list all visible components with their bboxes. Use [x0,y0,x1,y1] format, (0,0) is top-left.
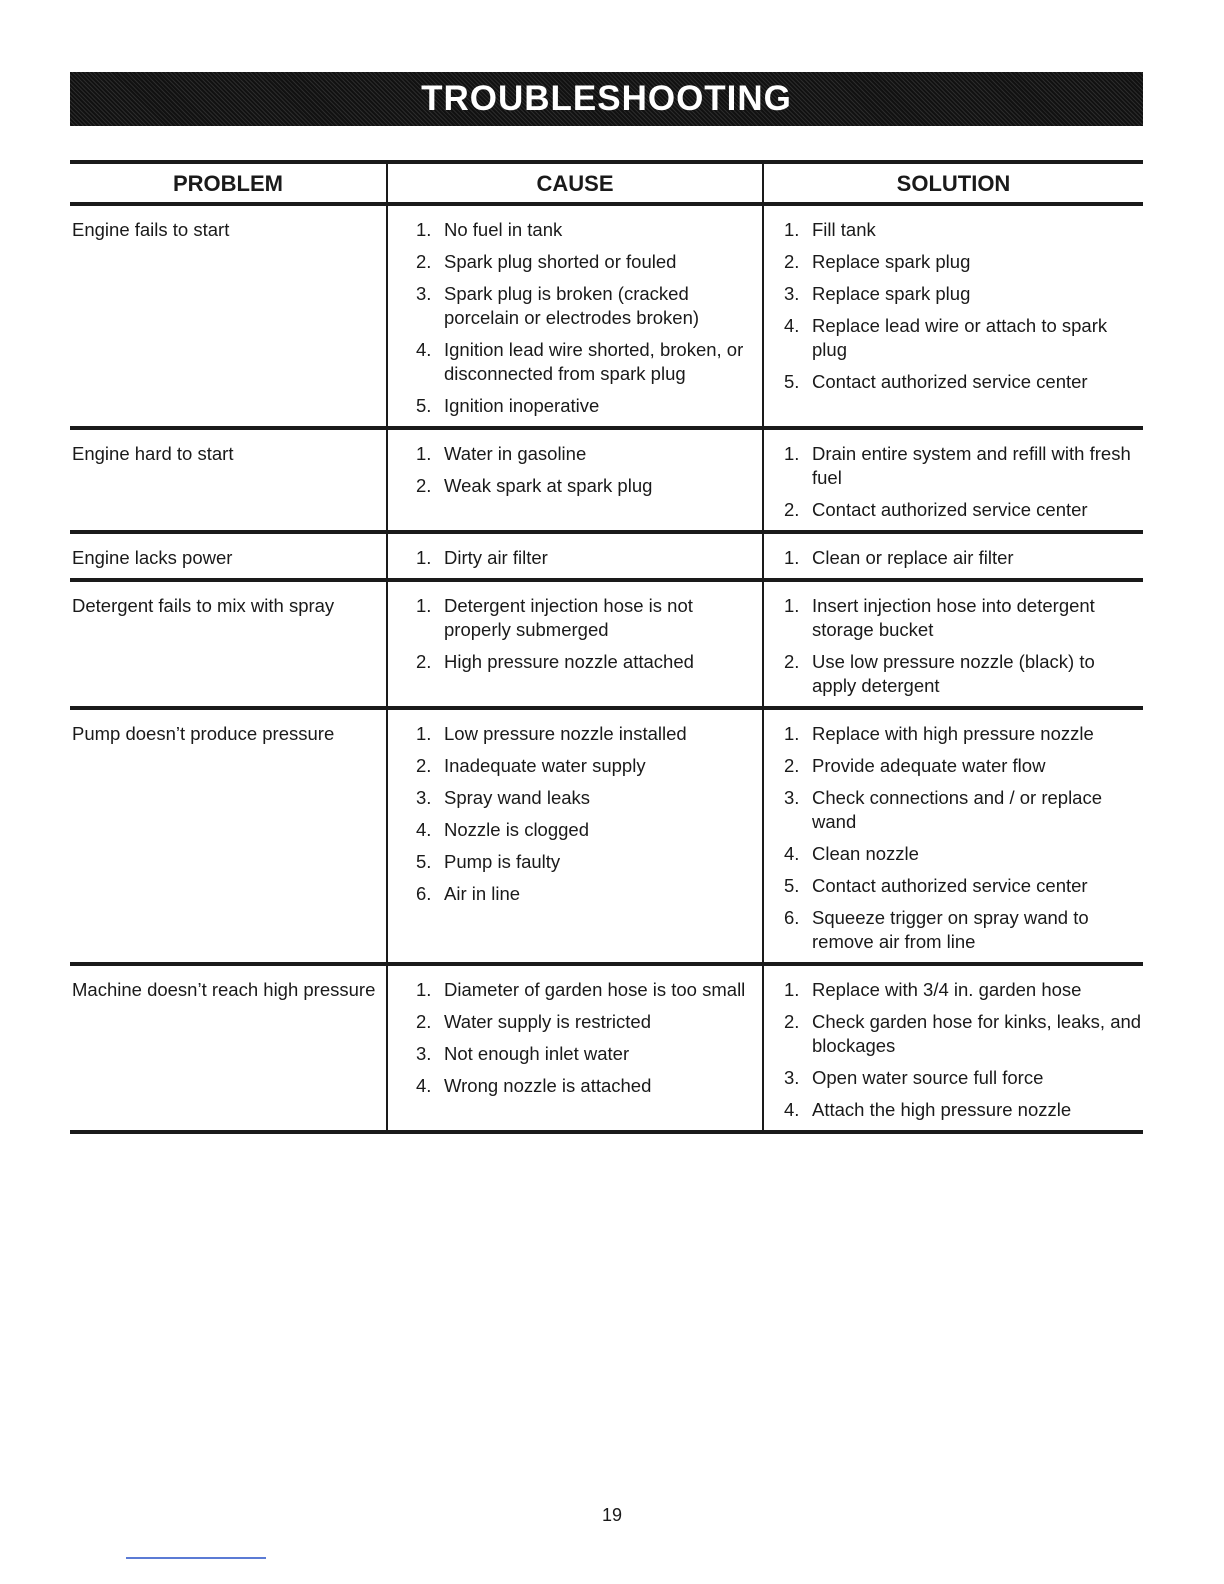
problem-text: Detergent fails to mix with spray [72,595,335,616]
solution-item [784,546,1143,570]
solution-item-text: Attach the high pressure nozzle [812,1099,1072,1120]
cause-item [416,650,762,674]
troubleshooting-banner [70,72,1143,126]
cause-item [416,978,762,1002]
solution-item-number: 2. [784,499,800,520]
problem-text: Pump doesn’t produce pressure [72,723,335,744]
cause-item-text: Ignition lead wire shorted, broken, or disconnected from spark plug [444,339,744,384]
solution-item [784,874,1143,898]
solution-item-number: 3. [784,1067,800,1088]
cause-item-number: 3. [416,283,432,304]
cause-item-text: Not enough inlet water [444,1043,630,1064]
solution-item-number: 1. [784,219,800,240]
solution-item-text: Replace spark plug [812,251,971,272]
solution-item [784,594,1143,642]
solution-item-text: Contact authorized service center [812,371,1088,392]
cause-item-number: 4. [416,819,432,840]
solution-cell [762,710,1143,962]
solution-cell [762,206,1143,426]
solution-item-number: 4. [784,843,800,864]
cause-item-text: Nozzle is clogged [444,819,589,840]
solution-item-text: Squeeze trigger on spray wand to remove air from line [812,907,1089,952]
cause-item [416,474,762,498]
cause-cell [386,430,762,530]
solution-item [784,754,1143,778]
cause-item-text: Diameter of garden hose is too small [444,979,746,1000]
solution-item-number: 5. [784,875,800,896]
solution-item-number: 1. [784,595,800,616]
table-row [70,206,1143,426]
cause-cell [386,966,762,1130]
cause-cell [386,206,762,426]
problem-text: Engine fails to start [72,219,230,240]
cause-item-number: 3. [416,1043,432,1064]
cause-item-number: 1. [416,979,432,1000]
cause-item-number: 5. [416,851,432,872]
solution-item-number: 1. [784,723,800,744]
table-row [70,582,1143,706]
solution-item [784,442,1143,490]
cause-item [416,282,762,330]
cause-item-text: Spark plug is broken (cracked porcelain or electrodes broken) [444,283,700,328]
cause-cell [386,710,762,962]
cause-item-text: Dirty air filter [444,547,548,568]
solution-item-text: Replace lead wire or attach to spark plug [812,315,1108,360]
cause-item [416,754,762,778]
solution-item [784,218,1143,242]
troubleshooting-table [70,160,1143,1134]
cause-item-text: Wrong nozzle is attached [444,1075,652,1096]
cause-item [416,818,762,842]
solution-item-text: Check connections and / or replace wand [812,787,1103,832]
header-solution: SOLUTION [762,164,1143,202]
cause-item-text: Weak spark at spark plug [444,475,653,496]
table-row [70,430,1143,530]
solution-item-number: 6. [784,907,800,928]
solution-item [784,722,1143,746]
solution-item [784,786,1143,834]
cause-item-text: Inadequate water supply [444,755,646,776]
solution-item-number: 5. [784,371,800,392]
problem-cell [70,534,386,578]
solution-item-text: Clean nozzle [812,843,919,864]
solution-item-number: 3. [784,283,800,304]
cause-item-text: Spark plug shorted or fouled [444,251,677,272]
solution-item-text: Open water source full force [812,1067,1044,1088]
cause-item [416,1074,762,1098]
problem-cell [70,710,386,962]
solution-cell [762,430,1143,530]
cause-item-text: High pressure nozzle attached [444,651,694,672]
row-separator-rule [70,1130,1143,1134]
table-header-row [70,164,1143,202]
cause-item-number: 1. [416,443,432,464]
cause-item-number: 2. [416,475,432,496]
cause-item-number: 1. [416,595,432,616]
solution-item-number: 2. [784,651,800,672]
cause-item [416,394,762,418]
solution-item-number: 1. [784,443,800,464]
solution-item-text: Contact authorized service center [812,499,1088,520]
solution-item [784,282,1143,306]
cause-item [416,218,762,242]
cause-item [416,594,762,642]
cause-item-text: Spray wand leaks [444,787,591,808]
cause-item [416,1042,762,1066]
cause-item-number: 1. [416,547,432,568]
cause-item-number: 2. [416,755,432,776]
problem-cell [70,430,386,530]
header-cause: CAUSE [386,164,762,202]
bottom-link-underline [126,1557,266,1559]
problem-cell [70,206,386,426]
solution-item-number: 1. [784,979,800,1000]
table-row [70,534,1143,578]
solution-item [784,1010,1143,1058]
solution-item [784,370,1143,394]
solution-item-text: Replace with 3/4 in. garden hose [812,979,1082,1000]
solution-item-text: Provide adequate water flow [812,755,1046,776]
solution-item-number: 4. [784,315,800,336]
page-title: TROUBLESHOOTING [421,79,792,118]
table-row [70,710,1143,962]
solution-item-text: Contact authorized service center [812,875,1088,896]
solution-item [784,978,1143,1002]
solution-item-text: Insert injection hose into detergent storage bucket [812,595,1095,640]
solution-item-text: Replace with high pressure nozzle [812,723,1094,744]
solution-item-text: Fill tank [812,219,876,240]
solution-cell [762,966,1143,1130]
solution-item [784,1098,1143,1122]
solution-item-text: Replace spark plug [812,283,971,304]
cause-item [416,1010,762,1034]
cause-item [416,882,762,906]
solution-item-number: 1. [784,547,800,568]
cause-item-text: Water supply is restricted [444,1011,651,1032]
cause-item [416,250,762,274]
cause-cell [386,582,762,706]
solution-item-number: 4. [784,1099,800,1120]
solution-item-text: Check garden hose for kinks, leaks, and blockages [812,1011,1142,1056]
cause-item-number: 2. [416,651,432,672]
cause-cell [386,534,762,578]
solution-item-number: 3. [784,787,800,808]
cause-item-number: 2. [416,251,432,272]
table-body [70,206,1143,1134]
cause-item-text: Air in line [444,883,521,904]
solution-item-text: Drain entire system and refill with fresh fuel [812,443,1131,488]
cause-item [416,722,762,746]
solution-cell [762,582,1143,706]
cause-item [416,786,762,810]
solution-item [784,314,1143,362]
cause-item [416,850,762,874]
cause-item-number: 1. [416,723,432,744]
page-number: 19 [601,1505,623,1525]
problem-text: Engine hard to start [72,443,234,464]
problem-text: Machine doesn’t reach high pressure [72,979,376,1000]
solution-item-number: 2. [784,1011,800,1032]
solution-item [784,1066,1143,1090]
problem-cell [70,966,386,1130]
solution-item-number: 2. [784,251,800,272]
solution-item [784,498,1143,522]
solution-item [784,842,1143,866]
cause-item-text: Ignition inoperative [444,395,600,416]
cause-item [416,442,762,466]
cause-item-text: Detergent injection hose is not properly submerged [444,595,693,640]
header-problem: PROBLEM [173,171,283,196]
solution-item-number: 2. [784,755,800,776]
cause-item-text: Low pressure nozzle installed [444,723,687,744]
solution-item-text: Use low pressure nozzle (black) to apply detergent [812,651,1095,696]
cause-item-number: 1. [416,219,432,240]
cause-item-number: 2. [416,1011,432,1032]
cause-item-number: 3. [416,787,432,808]
cause-item-text: Pump is faulty [444,851,561,872]
solution-item [784,250,1143,274]
solution-item-text: Clean or replace air filter [812,547,1014,568]
cause-item-text: Water in gasoline [444,443,587,464]
cause-item-text: No fuel in tank [444,219,563,240]
cause-item-number: 5. [416,395,432,416]
cause-item-number: 4. [416,1075,432,1096]
cause-item [416,546,762,570]
table-row [70,966,1143,1130]
solution-cell [762,534,1143,578]
cause-item-number: 6. [416,883,432,904]
cause-item [416,338,762,386]
solution-item [784,650,1143,698]
problem-text: Engine lacks power [72,547,233,568]
cause-item-number: 4. [416,339,432,360]
problem-cell [70,582,386,706]
solution-item [784,906,1143,954]
